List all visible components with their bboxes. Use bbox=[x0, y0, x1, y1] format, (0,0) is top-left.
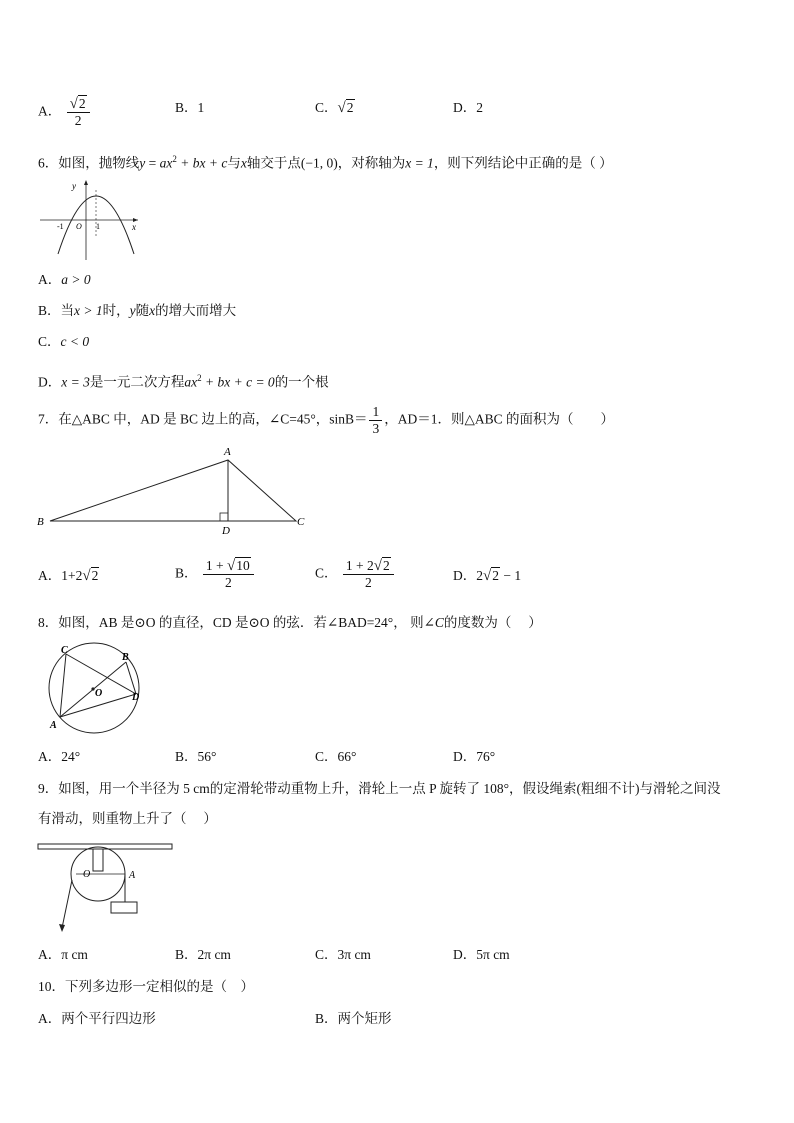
circle-o-figure bbox=[40, 642, 146, 736]
q5-option-c: C．√2 bbox=[315, 100, 354, 116]
q5-option-d: D．2 bbox=[453, 100, 483, 115]
fraction: $\frac{√2}{2}$ bbox=[67, 96, 90, 129]
fraction: $\frac{1 + √10}{2}$ bbox=[203, 558, 254, 591]
q8-option-c: C．66° bbox=[315, 749, 357, 764]
q9-stem-line2: 有滑动，则重物上升了（ ） bbox=[38, 811, 217, 826]
pulley-figure bbox=[36, 840, 176, 936]
right-angle-mark bbox=[220, 513, 228, 521]
q6-option-d: D．x = 3是一元二次方程$ax^2$ + bx + c = 0的一个根 bbox=[38, 373, 329, 390]
point-a-label: A bbox=[50, 720, 57, 731]
q9-option-d: D．5π cm bbox=[453, 947, 510, 962]
parabola-figure bbox=[36, 176, 146, 264]
y-axis-label: y bbox=[72, 181, 76, 191]
q8-stem: 8．如图，AB 是⊙O 的直径，CD 是⊙O 的弦．若∠BAD=24°， 则∠C的度数为（ ） bbox=[38, 615, 542, 630]
point-d-label: D bbox=[222, 525, 230, 537]
vertex-a-label: A bbox=[224, 446, 231, 458]
y-axis-arrow bbox=[84, 180, 88, 185]
origin-label: O bbox=[76, 222, 82, 231]
triangle-abc bbox=[50, 460, 296, 521]
point-c-label: C bbox=[61, 645, 68, 656]
pull-rope bbox=[62, 880, 72, 928]
fraction: $\frac{1}{3}$ bbox=[369, 404, 382, 437]
q9-option-b: B．2π cm bbox=[175, 947, 231, 962]
fraction: $\frac{1 + 2√2}{2}$ bbox=[343, 558, 394, 591]
q9-option-c: C．3π cm bbox=[315, 947, 371, 962]
q7-stem: 7．在△ABC 中，AD 是 BC 边上的高，∠C=45°，sinB＝ $\frac{1}{3}$ ，AD＝1．则△ABC 的面积为（ ） bbox=[38, 404, 614, 436]
q5-option-a: A． $\frac{√2}{2}$ bbox=[38, 96, 92, 129]
x-axis-label: x bbox=[132, 222, 136, 232]
q10-stem: 10．下列多边形一定相似的是（ ） bbox=[38, 979, 254, 994]
q6-option-b: B．当x > 1时，y随x的增大而增大 bbox=[38, 303, 237, 318]
q6-stem: 6．如图，抛物线$y = ax^2$ + bx + c与x轴交于点(−1, 0)，对称轴为x = 1，则下列结论中正确的是（ ） bbox=[38, 154, 613, 171]
pull-arrow bbox=[59, 924, 65, 932]
chord-ac bbox=[60, 654, 66, 717]
q7-option-a: A．1+2√2 bbox=[38, 568, 99, 584]
q10-option-a: A．两个平行四边形 bbox=[38, 1011, 156, 1026]
vertex-c-label: C bbox=[297, 516, 305, 528]
q7-option-d: D．2√2 − 1 bbox=[453, 568, 522, 584]
vertex-b-label: B bbox=[37, 516, 44, 528]
q9-stem-line1: 9．如图，用一个半径为 5 cm的定滑轮带动重物上升，滑轮上一点 P 旋转了 108°，假设绳索(粗细不计)与滑轮之间没 bbox=[38, 781, 721, 796]
q7-option-c: C． $\frac{1 + 2√2}{2}$ bbox=[315, 558, 396, 591]
q10-option-b: B．两个矩形 bbox=[315, 1011, 392, 1026]
q6-option-c: C．c < 0 bbox=[38, 334, 90, 349]
center-o-label: O bbox=[83, 869, 91, 880]
q9-option-a: A．π cm bbox=[38, 947, 88, 962]
pulley-bracket bbox=[93, 849, 103, 871]
point-d-label: D bbox=[132, 692, 140, 703]
q8-option-b: B．56° bbox=[175, 749, 217, 764]
one-label: 1 bbox=[96, 222, 100, 231]
q6-option-a: A．a > 0 bbox=[38, 272, 91, 287]
weight-block bbox=[111, 902, 137, 913]
q8-option-a: A．24° bbox=[38, 749, 81, 764]
point-a-label: A bbox=[129, 870, 136, 881]
center-o-label: O bbox=[95, 688, 103, 699]
point-b-label: B bbox=[122, 652, 129, 663]
triangle-abc-figure bbox=[34, 442, 314, 538]
q5-option-b: B．1 bbox=[175, 100, 205, 115]
neg-one-label: -1 bbox=[57, 222, 64, 231]
q7-option-b: B． $\frac{1 + √10}{2}$ bbox=[175, 558, 256, 591]
q8-option-d: D．76° bbox=[453, 749, 496, 764]
